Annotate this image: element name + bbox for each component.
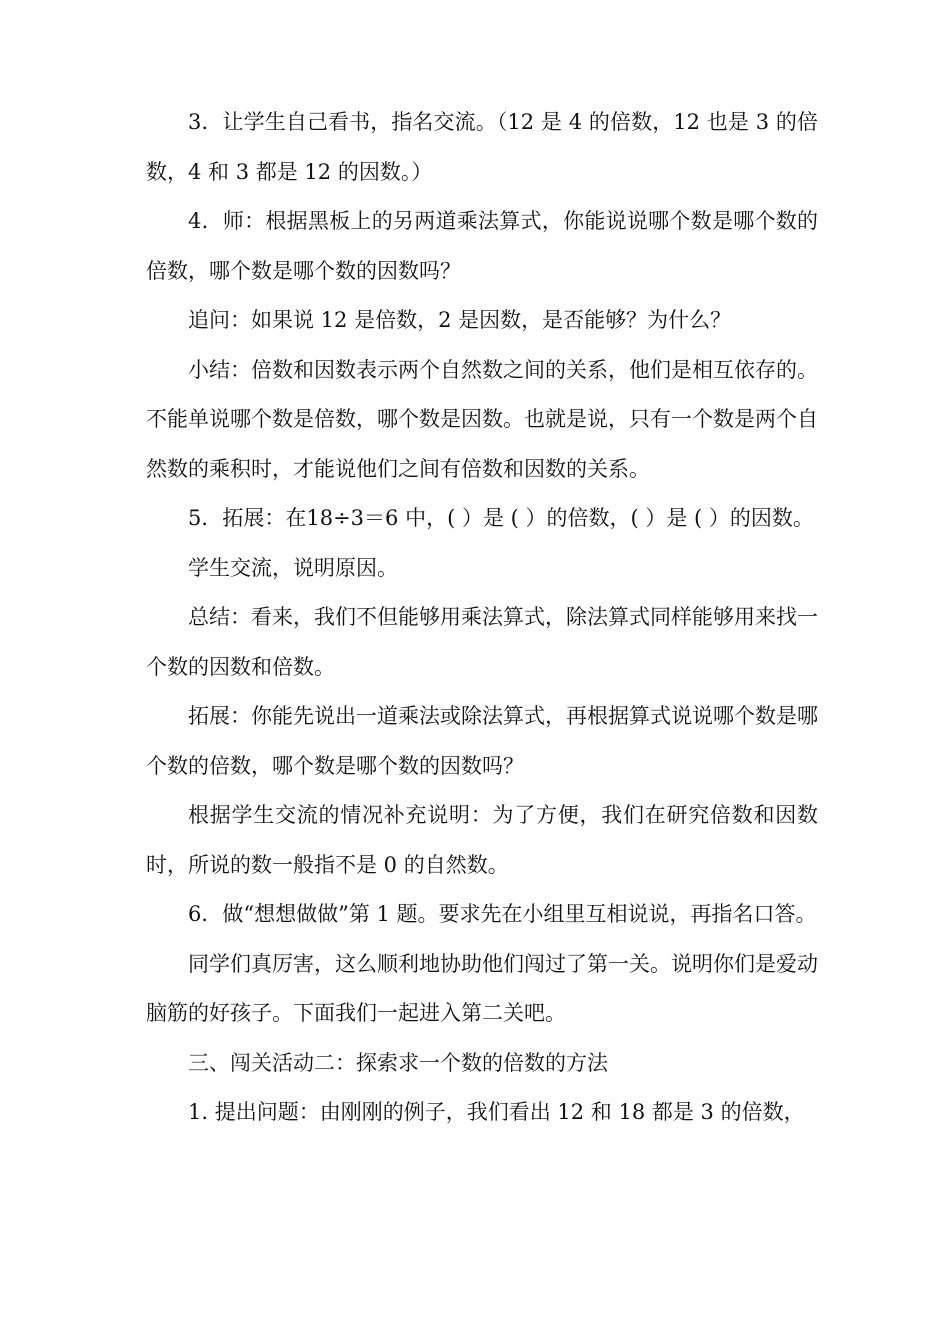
paragraph-supplementary-note: 根据学生交流的情况补充说明：为了方便，我们在研究倍数和因数时，所说的数一般指不是 0 的自然数。 xyxy=(146,803,818,877)
paragraph-summary: 小结：倍数和因数表示两个自然数之间的关系，他们是相互依存的。不能单说哪个数是倍数，哪个数是因数。也就是说，只有一个数是两个自然数的乘积时，才能说他们之间有倍数和因数的关系。 xyxy=(146,357,818,481)
paragraph-step-6: 6．做“想想做做”第 1 题。要求先在小组里互相说说，再指名口答。 xyxy=(188,902,817,926)
paragraph-student-discussion: 学生交流，说明原因。 xyxy=(188,555,398,580)
paragraph-conclusion: 总结：看来，我们不但能够用乘法算式，除法算式同样能够用来找一个数的因数和倍数。 xyxy=(146,605,818,679)
paragraph-praise: 同学们真厉害，这么顺利地协助他们闯过了第一关。说明你们是爱动脑筋的好孩子。下面我们一起进入第二关吧。 xyxy=(146,951,818,1025)
paragraph-follow-up-question: 追问：如果说 12 是倍数，2 是因数，是否能够？为什么？ xyxy=(188,308,732,332)
document-body xyxy=(146,98,818,1138)
paragraph-question-1: 1. 提出问题：由刚刚的例子，我们看出 12 和 18 都是 3 的倍数， xyxy=(188,1100,805,1124)
paragraph-step-5-extension: 5．拓展：在18÷3＝6 中，( ）是 ( ）的倍数，( ）是 ( ）的因数。 xyxy=(188,506,814,530)
paragraph-step-4: 4．师：根据黑板上的另两道乘法算式，你能说说哪个数是哪个数的倍数，哪个数是哪个数的因数吗？ xyxy=(146,209,818,283)
paragraph-extension-2: 拓展：你能先说出一道乘法或除法算式，再根据算式说说哪个数是哪个数的倍数，哪个数是哪个数的因数吗？ xyxy=(146,704,818,778)
section-heading-activity-2: 三、闯关活动二：探索求一个数的倍数的方法 xyxy=(188,1050,608,1075)
paragraph-step-3: 3．让学生自己看书，指名交流。（12 是 4 的倍数，12 也是 3 的倍数，4 和 3 都是 12 的因数。） xyxy=(146,110,818,184)
